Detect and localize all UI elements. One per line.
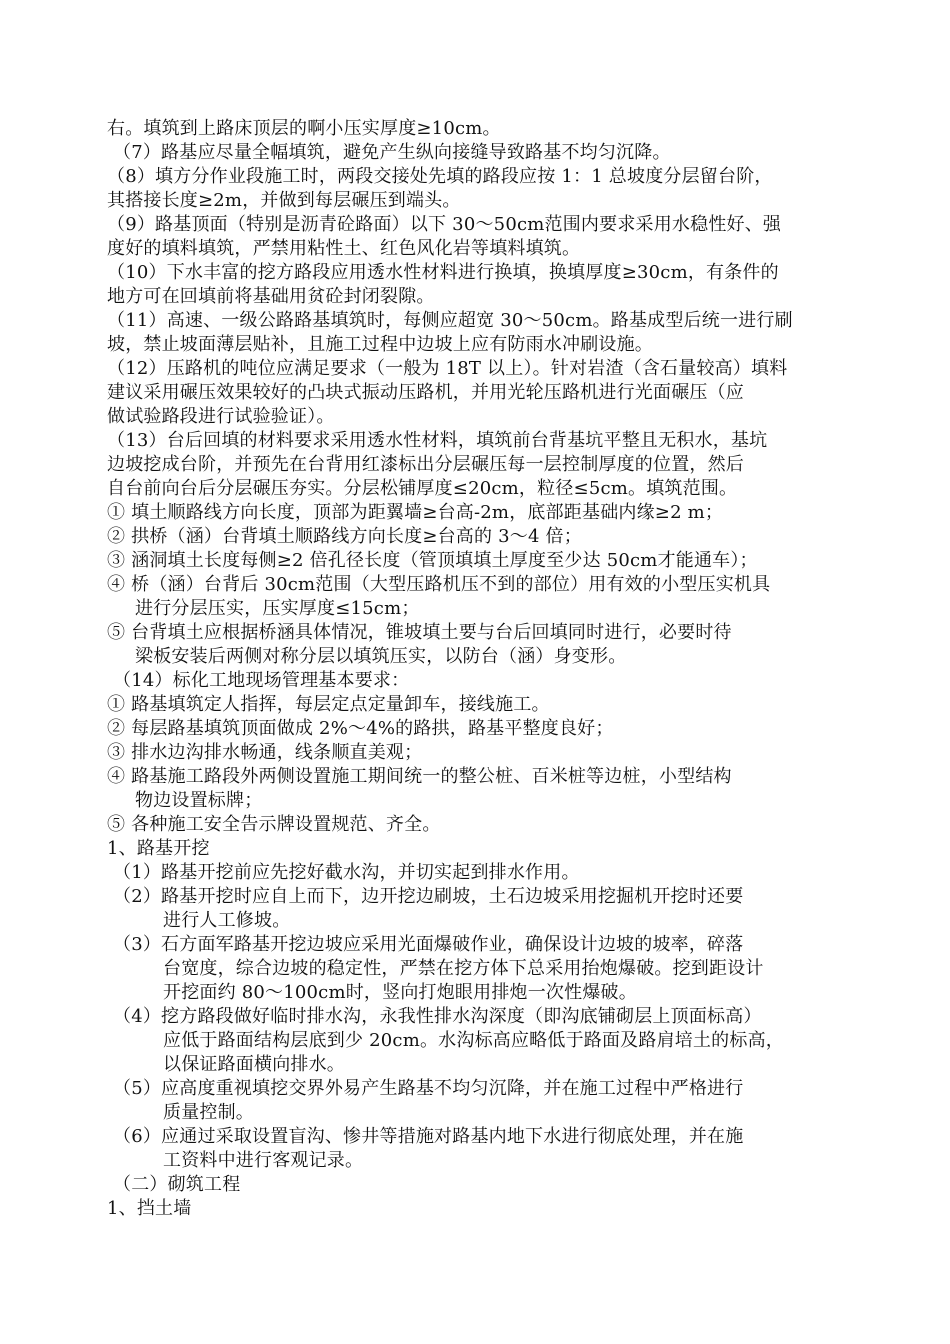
section-heading: 1、挡土墙 (107, 1198, 192, 1219)
text-line: 建议采用碾压效果较好的凸块式振动压路机，并用光轮压路机进行光面碾压（应 (107, 382, 744, 403)
list-item-continuation: 工资料中进行客观记录。 (163, 1150, 364, 1171)
list-item-continuation: 应低于路面结构层底到少 20cm。水沟标高应略低于路面及路肩培土的标高， (163, 1030, 784, 1051)
text-line: 右。填筑到上路床顶层的啊小压实厚度≥10cm。 (107, 118, 501, 139)
text-line: （10）下水丰富的挖方路段应用透水性材料进行换填，换填厚度≥30cm，有条件的 (107, 262, 779, 283)
list-item: ⑤ 台背填土应根据桥涵具体情况，锥坡填土要与台后回填同时进行，必要时待 (107, 622, 732, 643)
list-item-continuation: 梁板安装后两侧对称分层以填筑压实，以防台（涵）身变形。 (135, 646, 627, 667)
list-item-continuation: 开挖面约 80～100cm时，竖向打炮眼用排炮一次性爆破。 (163, 982, 637, 1003)
text-line: 地方可在回填前将基础用贫砼封闭裂隙。 (107, 286, 435, 307)
list-item: ⑤ 各种施工安全告示牌设置规范、齐全。 (107, 814, 441, 835)
list-item: （2）路基开挖时应自上而下，边开挖边刷坡，土石边坡采用挖掘机开挖时还要 (113, 886, 744, 907)
text-line: 坡，禁止坡面薄层贴补，且施工过程中边坡上应有防雨水冲刷设施。 (107, 334, 653, 355)
text-line: （7）路基应尽量全幅填筑，避免产生纵向接缝导致路基不均匀沉降。 (113, 142, 671, 163)
list-item: ② 拱桥（涵）台背填土顺路线方向长度≥台高的 3～4 倍； (107, 526, 582, 547)
text-line: 其搭接长度≥2m，并做到每层碾压到端头。 (107, 190, 461, 211)
text-line: 做试验路段进行试验验证）。 (107, 406, 335, 427)
text-line: 度好的填料填筑，严禁用粘性土、红色风化岩等填料填筑。 (107, 238, 581, 259)
list-item: ① 填土顺路线方向长度，顶部为距翼墙≥台高-2m，底部距基础内缘≥2 m； (107, 502, 724, 523)
document-body (107, 117, 887, 1221)
list-item: ④ 桥（涵）台背后 30cm范围（大型压路机压不到的部位）用有效的小型压实机具 (107, 574, 771, 595)
text-line: （11）高速、一级公路路基填筑时，每侧应超宽 30～50cm。路基成型后统一进行刷 (107, 310, 793, 331)
text-line: 边坡挖成台阶，并预先在台背用红漆标出分层碾压每一层控制厚度的位置，然后 (107, 454, 744, 475)
text-line: （13）台后回填的材料要求采用透水性材料，填筑前台背基坑平整且无积水，基坑 (107, 430, 768, 451)
text-line: （9）路基顶面（特别是沥青砼路面）以下 30～50cm范围内要求采用水稳性好、强 (107, 214, 782, 235)
section-heading: 1、路基开挖 (107, 838, 210, 859)
list-item-continuation: 质量控制。 (163, 1102, 254, 1123)
list-item: ④ 路基施工路段外两侧设置施工期间统一的整公桩、百米桩等边桩，小型结构 (107, 766, 732, 787)
list-item-continuation: 以保证路面横向排水。 (163, 1054, 345, 1075)
list-item-continuation: 进行人工修坡。 (163, 910, 291, 931)
list-item: （4）挖方路段做好临时排水沟，永我性排水沟深度（即沟底铺砌层上顶面标高） (113, 1006, 762, 1027)
list-item-continuation: 台宽度，综合边坡的稳定性，严禁在挖方体下总采用抬炮爆破。挖到距设计 (163, 958, 764, 979)
list-item: ② 每层路基填筑顶面做成 2%～4%的路拱，路基平整度良好； (107, 718, 614, 739)
list-item: ③ 排水边沟排水畅通，线条顺直美观； (107, 742, 423, 763)
text-line: （14）标化工地现场管理基本要求： (113, 670, 410, 691)
text-line: （12）压路机的吨位应满足要求（一般为 18T 以上）。针对岩渣（含石量较高）填料 (107, 358, 788, 379)
section-heading: （二）砌筑工程 (113, 1174, 241, 1195)
list-item: （1）路基开挖前应先挖好截水沟，并切实起到排水作用。 (113, 862, 580, 883)
list-item-continuation: 进行分层压实，压实厚度≤15cm； (135, 598, 420, 619)
list-item: （5）应高度重视填挖交界外易产生路基不均匀沉降，并在施工过程中严格进行 (113, 1078, 744, 1099)
list-item: （6）应通过采取设置盲沟、惨井等措施对路基内地下水进行彻底处理，并在施 (113, 1126, 744, 1147)
text-line: 自台前向台后分层碾压夯实。分层松铺厚度≤20cm，粒径≤5cm。填筑范围。 (107, 478, 738, 499)
list-item: ① 路基填筑定人指挥，每层定点定量卸车，接线施工。 (107, 694, 550, 715)
list-item: ③ 涵洞填土长度每侧≥2 倍孔径长度（管顶填填土厚度至少达 50cm才能通车）； (107, 550, 758, 571)
list-item-continuation: 物边设置标牌； (135, 790, 263, 811)
list-item: （3）石方面军路基开挖边坡应采用光面爆破作业，确保设计边坡的坡率，碎落 (113, 934, 744, 955)
text-line: （8）填方分作业段施工时，两段交接处先填的路段应按 1：1 总坡度分层留台阶， (107, 166, 773, 187)
